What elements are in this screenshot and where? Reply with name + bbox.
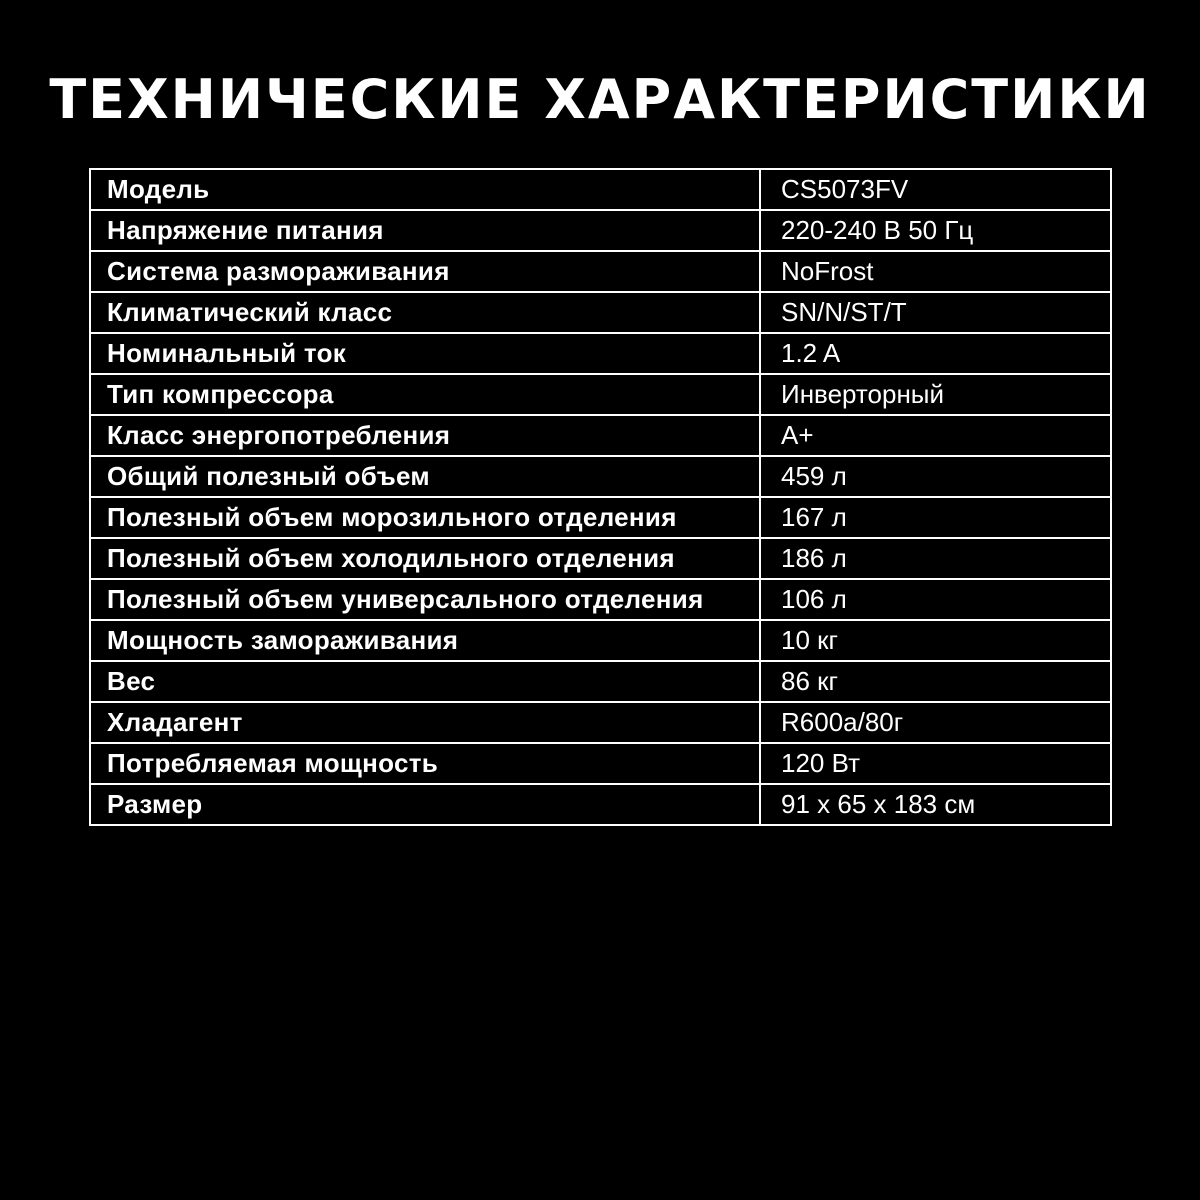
spec-value: 186 л <box>760 538 1111 579</box>
spec-value: 91 х 65 х 183 см <box>760 784 1111 825</box>
spec-label: Класс энергопотребления <box>90 415 760 456</box>
spec-label: Модель <box>90 169 760 210</box>
table-row <box>90 169 1111 210</box>
spec-value: 86 кг <box>760 661 1111 702</box>
spec-value: Инверторный <box>760 374 1111 415</box>
table-row <box>90 210 1111 251</box>
table-row <box>90 292 1111 333</box>
table-row <box>90 620 1111 661</box>
spec-table-body <box>90 169 1111 825</box>
spec-value: 106 л <box>760 579 1111 620</box>
spec-label: Полезный объем универсального отделения <box>90 579 760 620</box>
spec-label: Потребляемая мощность <box>90 743 760 784</box>
table-row <box>90 497 1111 538</box>
spec-label: Размер <box>90 784 760 825</box>
spec-label: Тип компрессора <box>90 374 760 415</box>
spec-value: 220-240 В 50 Гц <box>760 210 1111 251</box>
table-row <box>90 374 1111 415</box>
spec-value: 120 Вт <box>760 743 1111 784</box>
spec-label: Напряжение питания <box>90 210 760 251</box>
table-row <box>90 251 1111 292</box>
table-row <box>90 743 1111 784</box>
spec-value: CS5073FV <box>760 169 1111 210</box>
table-row <box>90 784 1111 825</box>
spec-value: 1.2 A <box>760 333 1111 374</box>
spec-value: A+ <box>760 415 1111 456</box>
spec-table <box>89 168 1112 826</box>
spec-label: Полезный объем холодильного отделения <box>90 538 760 579</box>
spec-label: Хладагент <box>90 702 760 743</box>
spec-value: NoFrost <box>760 251 1111 292</box>
table-row <box>90 456 1111 497</box>
page-title: ТЕХНИЧЕСКИЕ ХАРАКТЕРИСТИКИ <box>49 68 1151 131</box>
spec-label: Система размораживания <box>90 251 760 292</box>
spec-value: R600a/80г <box>760 702 1111 743</box>
table-row <box>90 538 1111 579</box>
table-row <box>90 661 1111 702</box>
spec-value: 10 кг <box>760 620 1111 661</box>
table-row <box>90 415 1111 456</box>
spec-value: 167 л <box>760 497 1111 538</box>
spec-label: Вес <box>90 661 760 702</box>
spec-label: Климатический класс <box>90 292 760 333</box>
spec-label: Общий полезный объем <box>90 456 760 497</box>
table-row <box>90 333 1111 374</box>
spec-label: Полезный объем морозильного отделения <box>90 497 760 538</box>
table-row <box>90 702 1111 743</box>
table-row <box>90 579 1111 620</box>
spec-value: 459 л <box>760 456 1111 497</box>
spec-label: Мощность замораживания <box>90 620 760 661</box>
spec-label: Номинальный ток <box>90 333 760 374</box>
spec-value: SN/N/ST/T <box>760 292 1111 333</box>
